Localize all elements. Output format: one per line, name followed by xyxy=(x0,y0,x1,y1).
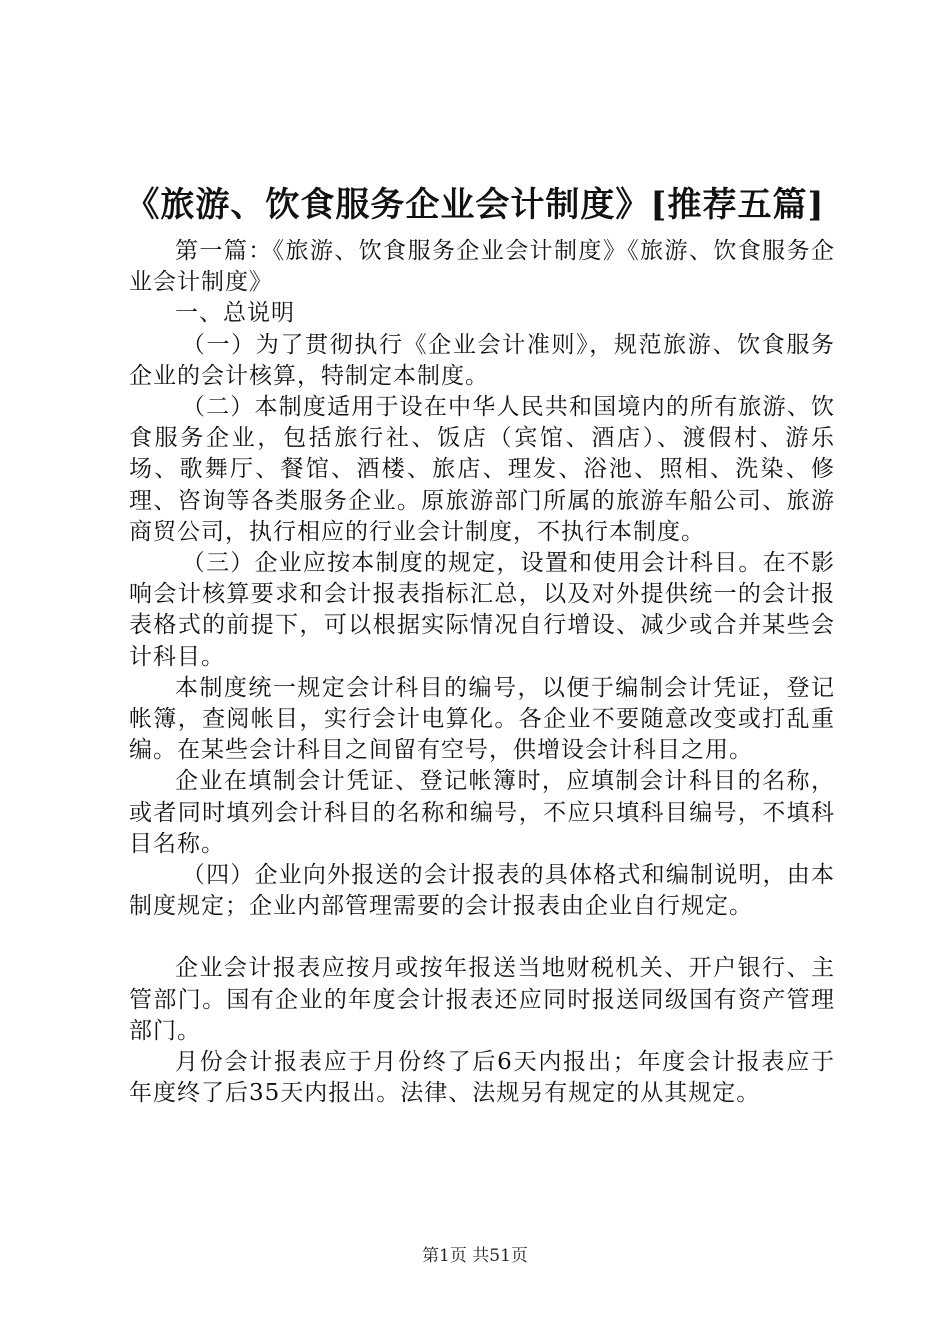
paragraph-clause-4: （四）企业向外报送的会计报表的具体格式和编制说明，由本制度规定；企业内部管理需要的会计报表由企业自行规定。 xyxy=(129,862,835,920)
paragraph-clause-1: （一）为了贯彻执行《企业会计准则》，规范旅游、饮食服务企业的会计核算，特制定本制度。 xyxy=(129,331,835,389)
document-body xyxy=(129,236,835,1109)
paragraph-clause-3: （三）企业应按本制度的规定，设置和使用会计科目。在不影响会计核算要求和会计报表指标汇总，以及对外提供统一的会计报表格式的前提下，可以根据实际情况自行增设、减少或合并某些会计科目。 xyxy=(129,550,835,670)
paragraph-report-submission: 企业会计报表应按月或按年报送当地财税机关、开户银行、主管部门。国有企业的年度会计报表还应同时报送同级国有资产管理部门。 xyxy=(129,955,835,1044)
paragraph-account-names: 企业在填制会计凭证、登记帐簿时，应填制会计科目的名称，或者同时填列会计科目的名称和编号，不应只填科目编号，不填科目名称。 xyxy=(129,768,835,857)
document-title: 《旅游、饮食服务企业会计制度》[推荐五篇] xyxy=(125,185,825,225)
paragraph-part-one-heading: 第一篇：《旅游、饮食服务企业会计制度》《旅游、饮食服务企业会计制度》 xyxy=(129,238,835,296)
page-footer: 第1页 共51页 xyxy=(422,1246,528,1266)
paragraph-report-deadlines: 月份会计报表应于月份终了后6天内报出；年度会计报表应于年度终了后35天内报出。法律、法规另有规定的从其规定。 xyxy=(129,1049,835,1107)
paragraph-clause-2: （二）本制度适用于设在中华人民共和国境内的所有旅游、饮食服务企业，包括旅行社、饭店（宾馆、酒店）、渡假村、游乐场、歌舞厅、餐馆、酒楼、旅店、理发、浴池、照相、洗染、修理、咨询等各类服务企业。原旅游部门所属的旅游车船公司、旅游商贸公司，执行相应的行业会计制度，不执行本制度。 xyxy=(129,394,835,545)
paragraph-account-numbering: 本制度统一规定会计科目的编号，以便于编制会计凭证，登记帐簿，查阅帐目，实行会计电算化。各企业不要随意改变或打乱重编。在某些会计科目之间留有空号，供增设会计科目之用。 xyxy=(129,674,835,764)
paragraph-gap xyxy=(129,922,835,953)
paragraph-general-description: 一、总说明 xyxy=(175,300,295,327)
